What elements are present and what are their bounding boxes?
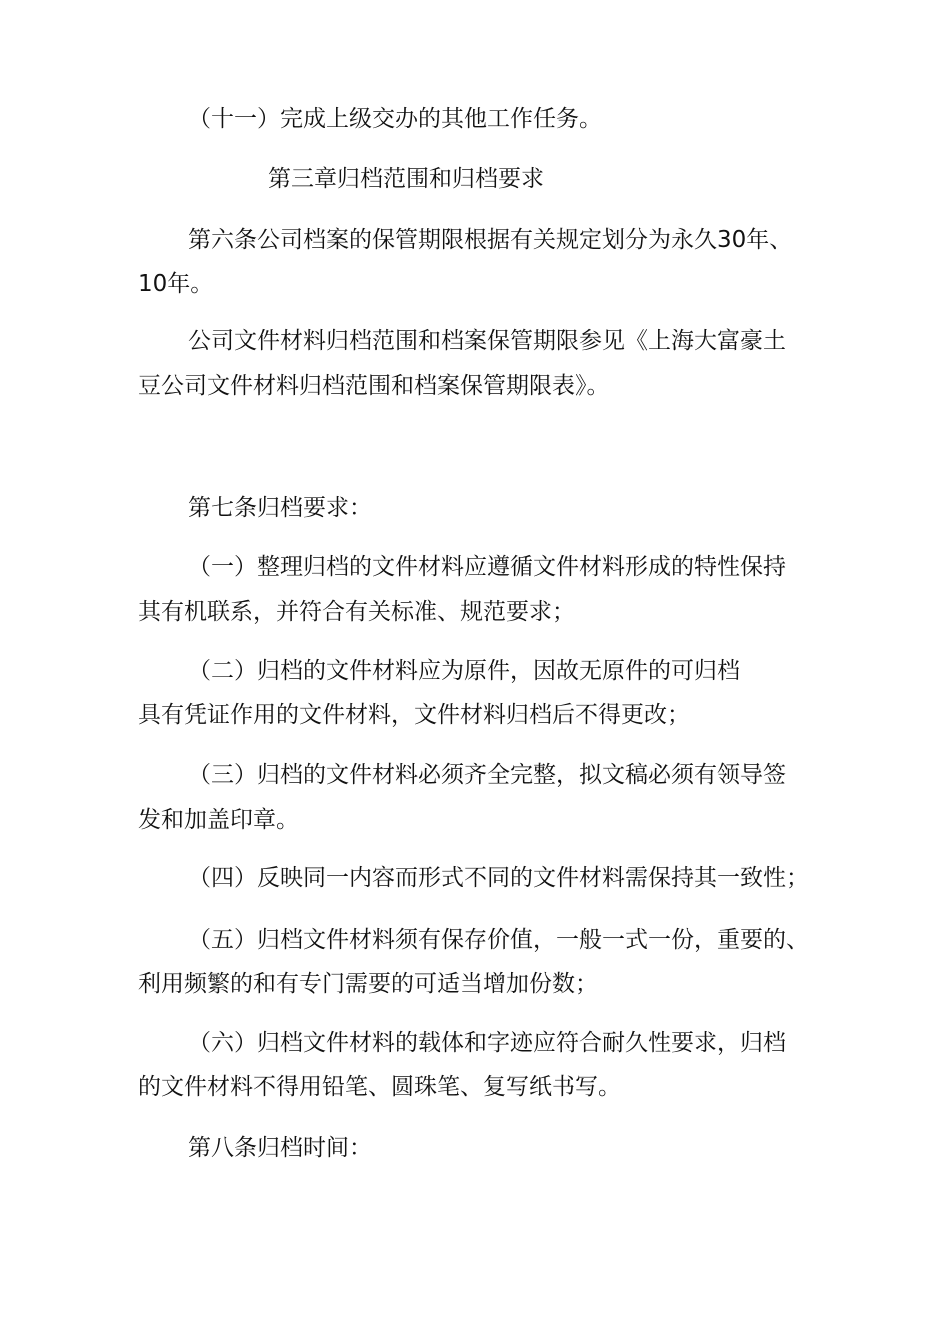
article-6-para-2-line-1: 公司文件材料归档范围和档案保管期限参见《上海大富豪土 [188, 328, 786, 354]
article-7-item-1-line-1: （一）整理归档的文件材料应遵循文件材料形成的特性保持 [188, 554, 786, 580]
article-7-item-3-line-2: 发和加盖印章。 [138, 807, 299, 833]
article-8-heading: 第八条归档时间： [188, 1135, 372, 1161]
article-7-item-2-line-2: 具有凭证作用的文件材料，文件材料归档后不得更改； [138, 702, 690, 728]
article-7-item-4: （四）反映同一内容而形式不同的文件材料需保持其一致性； [188, 865, 809, 891]
article-7-item-1-line-2: 其有机联系，并符合有关标准、规范要求； [138, 599, 575, 625]
article-7-item-5-line-2: 利用频繁的和有专门需要的可适当增加份数； [138, 971, 598, 997]
article-7-item-5-line-1: （五）归档文件材料须有保存价值，一般一式一份，重要的、 [188, 927, 809, 953]
article-6-line-2: 10年。 [138, 271, 214, 297]
text-line-item-11: （十一）完成上级交办的其他工作任务。 [188, 106, 602, 132]
chapter-3-heading: 第三章归档范围和归档要求 [268, 166, 544, 192]
article-7-item-3-line-1: （三）归档的文件材料必须齐全完整，拟文稿必须有领导签 [188, 762, 786, 788]
article-7-item-6-line-2: 的文件材料不得用铅笔、圆珠笔、复写纸书写。 [138, 1074, 621, 1100]
article-6-line-1: 第六条公司档案的保管期限根据有关规定划分为永久30年、 [188, 227, 793, 253]
article-7-item-6-line-1: （六）归档文件材料的载体和字迹应符合耐久性要求，归档 [188, 1030, 786, 1056]
article-7-heading: 第七条归档要求： [188, 495, 372, 521]
article-6-para-2-line-2: 豆公司文件材料归档范围和档案保管期限表》。 [138, 373, 610, 399]
article-7-item-2-line-1: （二）归档的文件材料应为原件，因故无原件的可归档 [188, 658, 740, 684]
